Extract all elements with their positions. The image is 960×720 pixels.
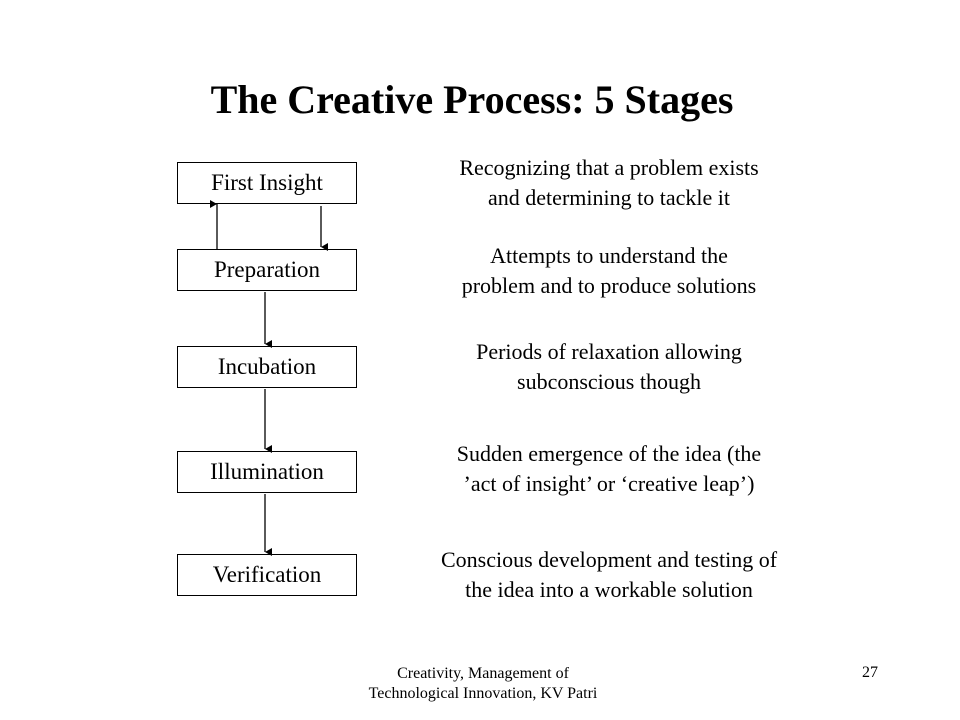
stage-label: Incubation xyxy=(217,354,317,379)
stage-description-first-insight: Recognizing that a problem exists and determining to tackle it xyxy=(459,155,759,210)
stage-description-incubation: Periods of relaxation allowing subconscious though xyxy=(476,339,742,394)
stage-label: First Insight xyxy=(211,170,323,195)
footer-source: Creativity, Management of Technological Innovation, KV Patri xyxy=(368,665,598,702)
stage-label: Preparation xyxy=(213,257,320,282)
stage-label: Verification xyxy=(212,562,322,587)
page-number: 27 xyxy=(862,664,878,681)
stage-description-verification: Conscious development and testing of the idea into a workable solution xyxy=(440,547,778,602)
stage-label: Illumination xyxy=(210,459,324,484)
stage-description-preparation: Attempts to understand the problem and to produce solutions xyxy=(461,243,757,298)
stage-description-illumination: Sudden emergence of the idea (the ’act of insight’ or ‘creative leap’) xyxy=(456,441,762,496)
slide-title: The Creative Process: 5 Stages xyxy=(210,77,734,122)
